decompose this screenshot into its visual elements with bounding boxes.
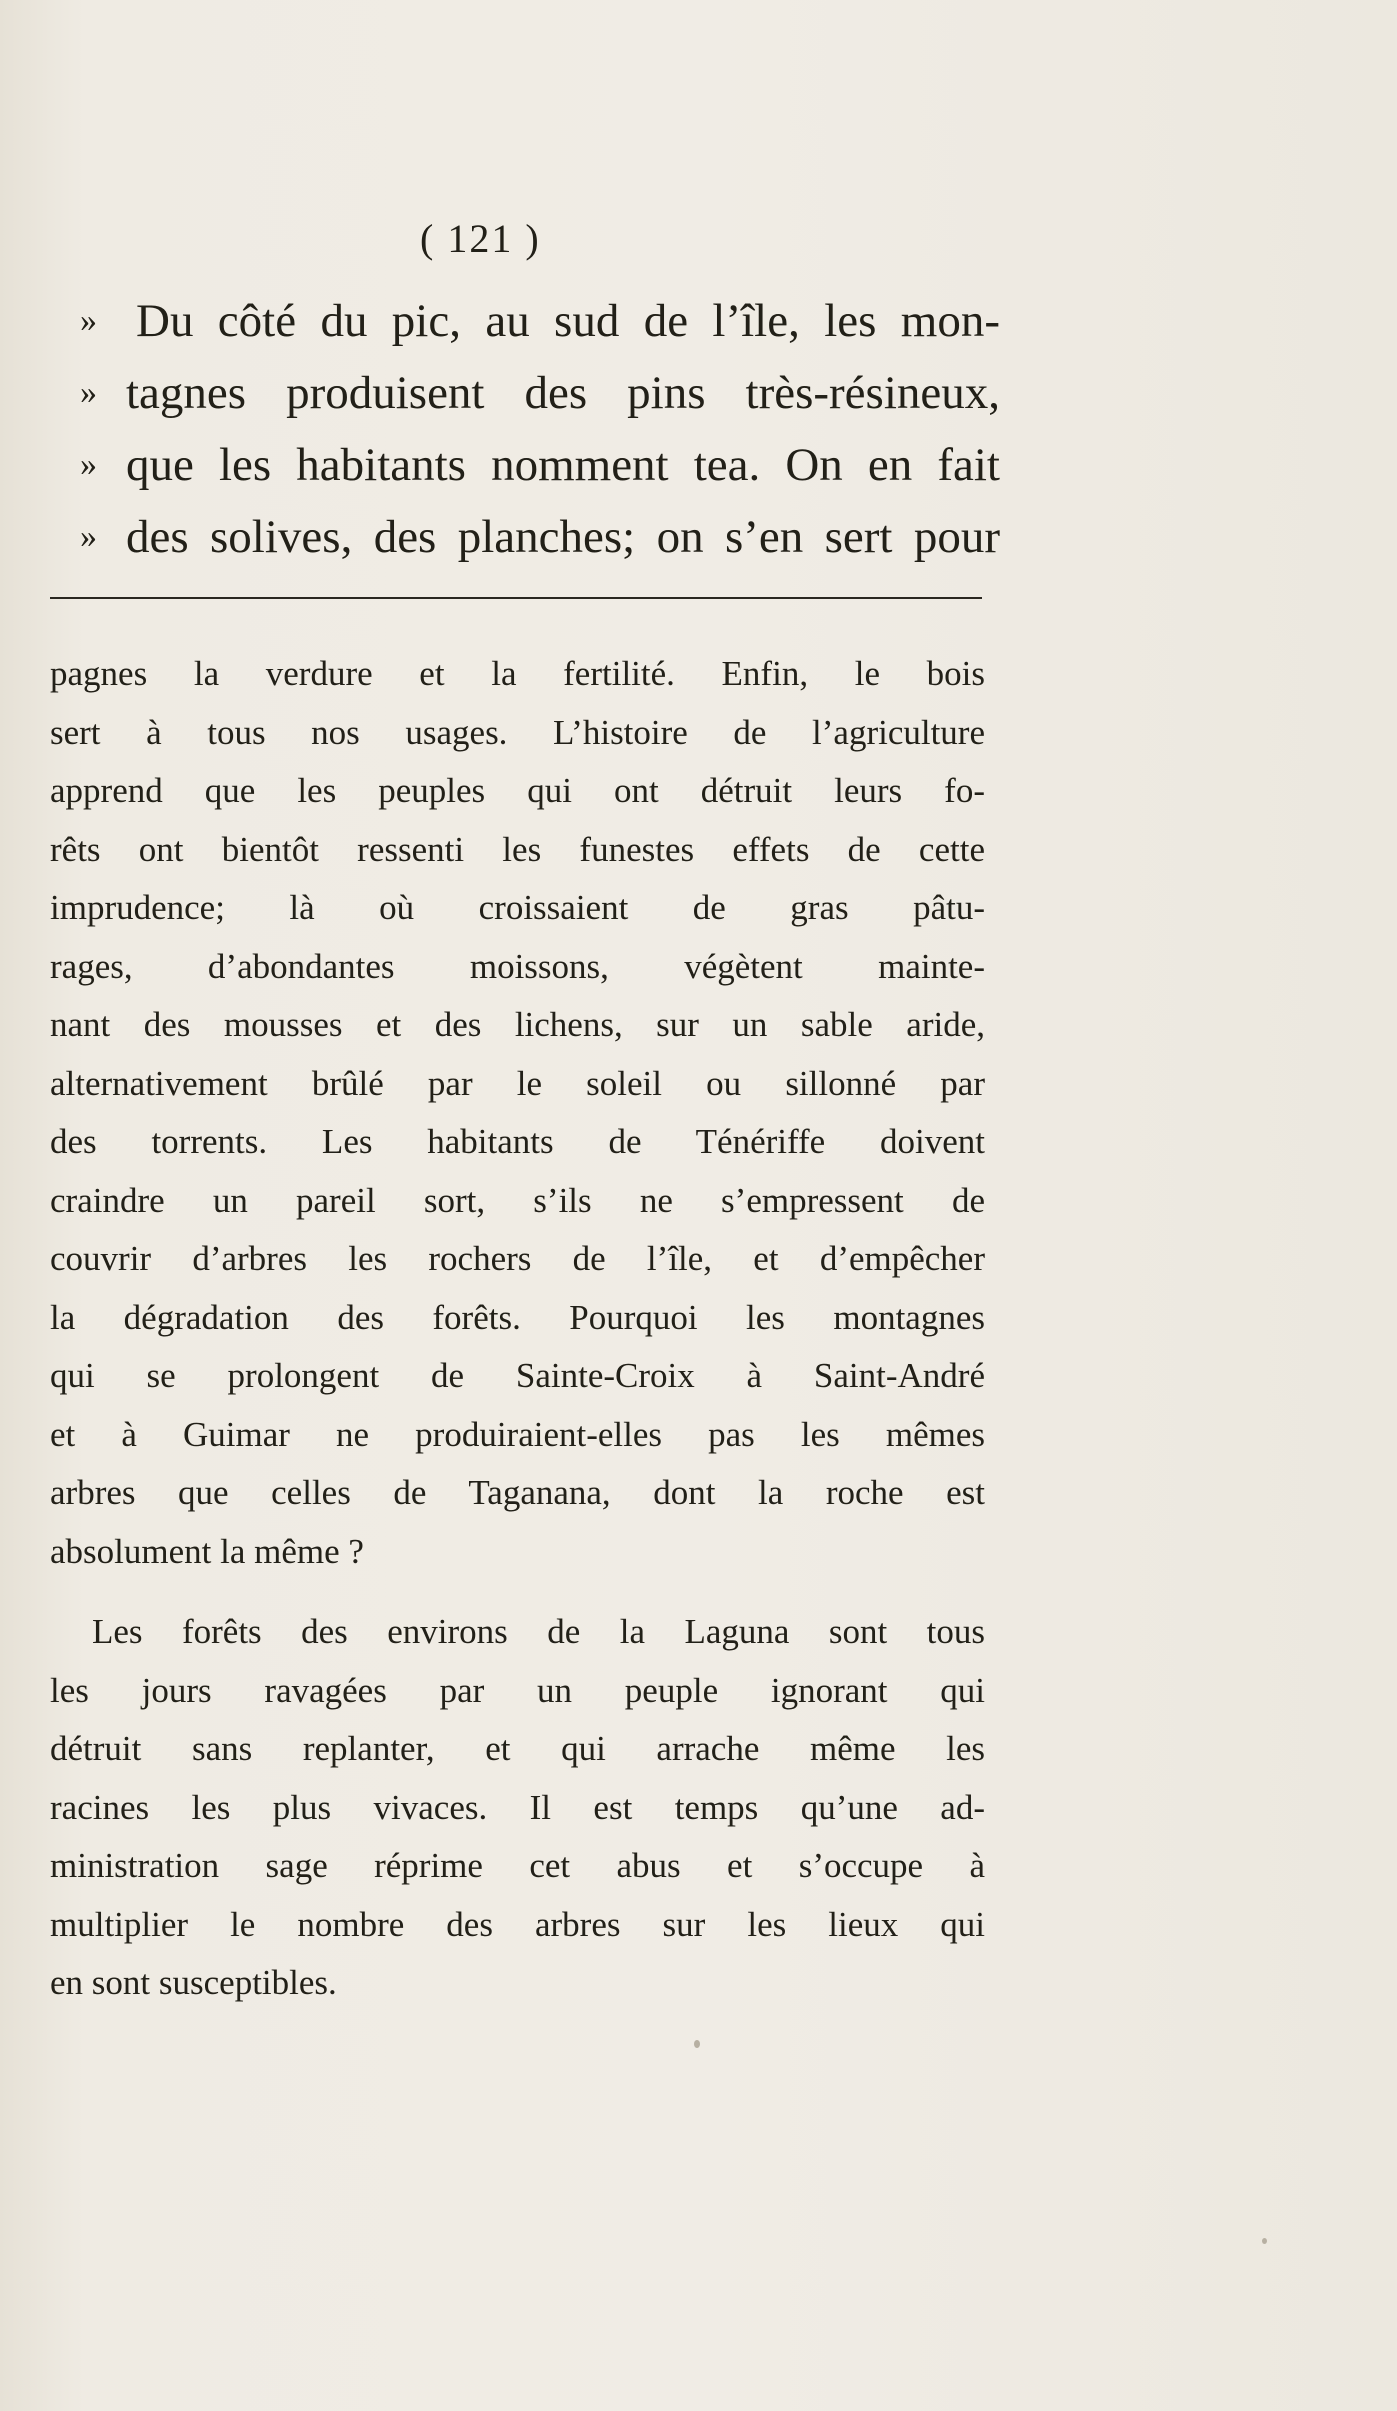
quoted-passage (80, 285, 1000, 573)
paper-speck (694, 2040, 700, 2048)
footnote-line: rages, d’abondantes moissons, végètent mainte- (50, 946, 985, 986)
footnote-paragraph-2 (50, 1603, 985, 2013)
footnote-line: imprudence; là où croissaient de gras pâtu- (50, 888, 985, 927)
footnote-paragraph-1 (50, 645, 985, 1581)
quote-mark: » (80, 302, 97, 339)
footnote-line: les jours ravagées par un peuple ignorant qui (50, 1670, 985, 1710)
quote-mark: » (80, 518, 97, 555)
paper-speck (1262, 2238, 1267, 2244)
footnote-line: couvrir d’arbres les rochers de l’île, et d’empêcher (50, 1239, 985, 1278)
footnote-line: rêts ont bientôt ressenti les funestes effets de cette (50, 829, 985, 869)
footnote-line: détruit sans replanter, et qui arrache même les (50, 1729, 985, 1768)
footnote-line: la dégradation des forêts. Pourquoi les montagnes (50, 1297, 985, 1337)
footnote-line: qui se prolongent de Sainte-Croix à Saint-André (50, 1356, 985, 1395)
footnote-line: et à Guimar ne produiraient-elles pas les mêmes (50, 1414, 985, 1454)
quote-text: tagnes produisent des pins très-résineux, (126, 367, 1000, 419)
quote-text: des solives, des planches; on s’en sert pour (126, 511, 1000, 563)
footnote-line: racines les plus vivaces. Il est temps qu’une ad- (50, 1787, 985, 1827)
footnote-line: en sont susceptibles. (50, 1963, 337, 2002)
quote-mark: » (80, 374, 97, 411)
footnote-line: absolument la même ? (50, 1531, 364, 1571)
quote-line (80, 429, 1000, 501)
quote-text: que les habitants nomment tea. On en fait (126, 439, 1000, 491)
footnote-line: sert à tous nos usages. L’histoire de l’agriculture (50, 712, 985, 752)
footnote-line: nant des mousses et des lichens, sur un sable aride, (50, 1005, 985, 1044)
page-number: ( 121 ) (420, 216, 541, 261)
quote-line (80, 285, 1000, 357)
footnote-line: des torrents. Les habitants de Ténériffe doivent (50, 1122, 985, 1161)
footnote (50, 645, 985, 2013)
paragraph-gap (50, 1581, 985, 1603)
footnote-line: pagnes la verdure et la fertilité. Enfin, le bois (50, 654, 985, 693)
footnote-line: arbres que celles de Taganana, dont la roche est (50, 1473, 985, 1512)
quote-line (80, 501, 1000, 573)
footnote-line: ministration sage réprime cet abus et s’occupe à (50, 1846, 985, 1885)
footnote-line: Les forêts des environs de la Laguna sont tous (92, 1612, 985, 1651)
footnote-line: craindre un pareil sort, s’ils ne s’empressent de (50, 1180, 985, 1220)
footnote-line: apprend que les peuples qui ont détruit leurs fo- (50, 771, 985, 810)
footnote-line: multiplier le nombre des arbres sur les lieux qui (50, 1904, 985, 1944)
quote-line (80, 357, 1000, 429)
quote-mark: » (80, 446, 97, 483)
footnote-line: alternativement brûlé par le soleil ou sillonné par (50, 1063, 985, 1103)
quote-text: Du côté du pic, au sud de l’île, les mon- (136, 295, 1000, 347)
footnote-divider (50, 597, 982, 599)
